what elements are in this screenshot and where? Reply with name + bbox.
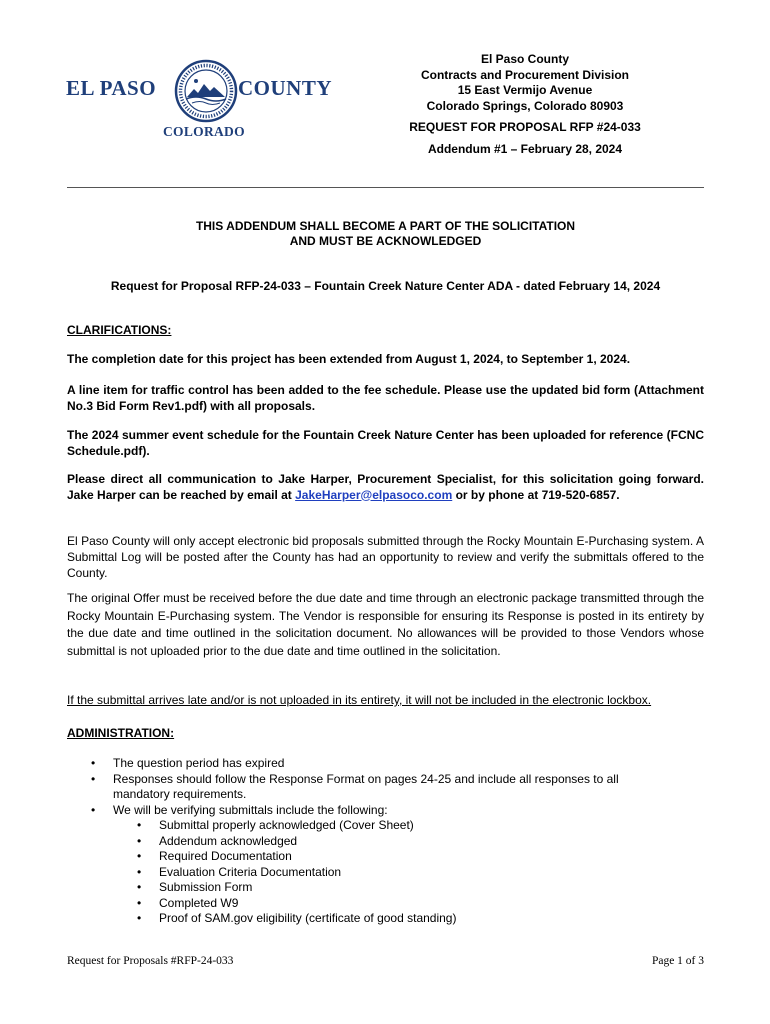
administration-heading: ADMINISTRATION:: [67, 726, 175, 740]
verification-checklist: [159, 818, 659, 927]
list-item: • Submission Form: [159, 880, 659, 896]
county-seal-logo: [174, 59, 238, 123]
list-item: • Required Documentation: [159, 849, 659, 865]
electronic-submission-paragraph: El Paso County will only accept electronic bid proposals submitted through the Rocky Mountain E-Purchasing system. A Submittal Log will be posted after the County has had an opportunity to review and verify the submittals offered to the County.: [67, 534, 704, 580]
header-rfp-number: REQUEST FOR PROPOSAL RFP #24-033: [409, 120, 641, 134]
administration-list: [113, 756, 673, 818]
list-item: • The question period has expired: [113, 756, 673, 772]
clarification-completion-date: The completion date for this project has been extended from August 1, 2024, to September 1, 2024.: [67, 352, 631, 366]
list-item: • We will be verifying submittals include the following:: [113, 803, 673, 819]
rfp-subject-line: Request for Proposal RFP-24-033 – Fountain Creek Nature Center ADA - dated February 14, 2024: [110, 279, 661, 293]
list-item: • Responses should follow the Response Format on pages 24-25 and include all responses to all mandatory requirements.: [113, 772, 673, 803]
header-division: Contracts and Procurement Division: [420, 67, 630, 82]
list-item: • Completed W9: [159, 896, 659, 912]
late-submittal-warning: If the submittal arrives late and/or is not uploaded in its entirety, it will not be included in the electronic lockbox.: [67, 693, 652, 707]
addendum-notice: [67, 219, 704, 249]
contact-text-before: Please direct all communication to Jake Harper, Procurement Specialist, for this solicitation going forward. Jake Harper can be reached by email at: [67, 472, 704, 502]
clarifications-heading: CLARIFICATIONS:: [67, 323, 172, 337]
notice-line-2: AND MUST BE ACKNOWLEDGED: [289, 234, 482, 248]
contact-email-link[interactable]: JakeHarper@elpasoco.com: [295, 487, 453, 502]
list-item: • Proof of SAM.gov eligibility (certificate of good standing): [159, 911, 659, 927]
clarification-contact: [67, 472, 704, 503]
logo-state-text: COLORADO: [163, 124, 245, 139]
list-item: • Evaluation Criteria Documentation: [159, 865, 659, 881]
footer-document-id: Request for Proposals #RFP-24-033: [67, 955, 234, 967]
logo-text-right: COUNTY: [238, 76, 333, 100]
logo-text-left: EL PASO: [66, 76, 157, 100]
clarification-event-schedule: The 2024 summer event schedule for the Fountain Creek Nature Center has been uploaded for reference (FCNC Schedule.pdf).: [67, 428, 704, 458]
contact-text-after: or by phone at 719-520-6857.: [452, 487, 620, 502]
header-divider: [67, 187, 704, 188]
header-org: El Paso County: [480, 52, 569, 66]
list-item: • Submittal properly acknowledged (Cover Sheet): [159, 818, 659, 834]
list-item: • Addendum acknowledged: [159, 834, 659, 850]
footer-page-number: Page 1 of 3: [651, 955, 704, 967]
header-city: Colorado Springs, Colorado 80903: [426, 98, 624, 113]
header-street: 15 East Vermijo Avenue: [457, 83, 593, 97]
clarification-traffic-control: A line item for traffic control has been added to the fee schedule. Please use the updated bid form (Attachment No.3 Bid Form Rev1.pdf) with all proposals.: [67, 383, 704, 413]
notice-line-1: THIS ADDENDUM SHALL BECOME A PART OF THE SOLICITATION: [195, 219, 576, 233]
offer-deadline-paragraph: The original Offer must be received before the due date and time through an electronic package transmitted through the Rocky Mountain E-Purchasing system. The Vendor is responsible for ensuring its Response is posted in its entirety by the due date and time outlined in the solicitation document. No allowances will be provided to those Vendors whose submittal is not uploaded prior to the due date and time outlined in the solicitation.: [67, 591, 704, 658]
header-address-block: [385, 52, 665, 114]
header-addendum-date: Addendum #1 – February 28, 2024: [427, 142, 623, 156]
